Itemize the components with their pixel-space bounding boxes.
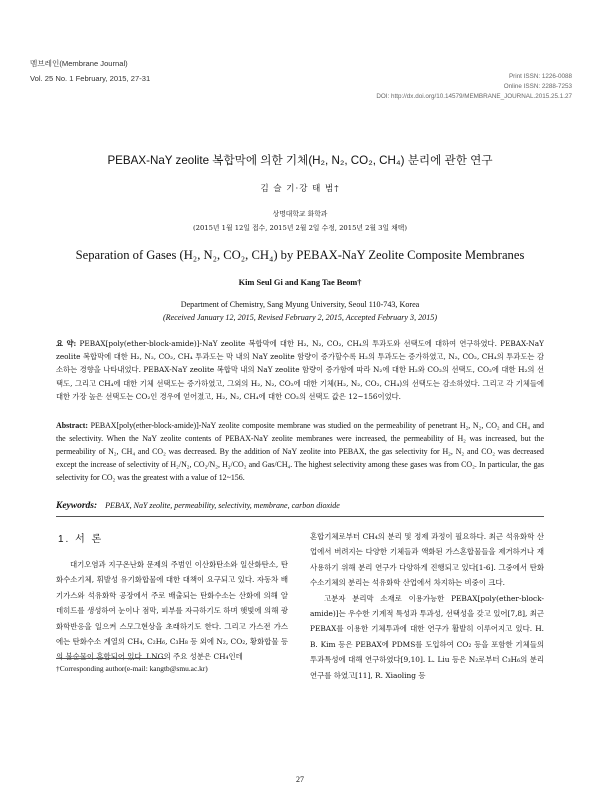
corresponding-author-footnote: †Corresponding author(e-mail: kangtb@smu.ac.kr)	[56, 664, 208, 673]
korean-authors: 김 슬 기·강 태 범†	[260, 184, 340, 194]
korean-abstract-text: PEBAX[poly(ether-block-amide)]-NaY zeolite 복합막에 대한 H₂, N₂, CO₂, CH₄의 투과도와 선택도에 대하여 연구하였다. PEBAX-NaY zeolite 복합막에 대한 H₂, N₂, CO₂, CH₄ 투과도는 막 내의 NaY zeolite 함량이 증가할수록 H₂의 투과도는 증가하였고, N₂, CO₂, CH₄의 투과도는 감소하는 경향을 나타내었다. PEBAX-NaY zeolite 복합막 내의 NaY zeolite 함량이 증가함에 따라 N₂에 대한 H₂와 CO₂의 선택도, CO₂에 대한 H₂의 선택도, 그리고 CH₄에 대한 기체 선택도는 증가하였고, 그외의 H₂, N₂, CO₂에 대한 기체(H₂, N₂, CO₂, CH₄)의 선택도는 감소하였다. 그리고 각 기체들에 대한 가장 높은 선택도는 CO₂인 경우에 얻어졌고, H₂, N₂, CH₄에 대한 CO₂의 선택도 값은 12~156이었다.	[56, 339, 544, 401]
english-affiliation: Department of Chemistry, Sang Myung University, Seoul 110-743, Korea	[180, 300, 420, 309]
footnote-rule	[56, 658, 166, 659]
keywords-label: Keywords:	[56, 501, 98, 511]
english-authors: Kim Seul Gi and Kang Tae Beom†	[238, 278, 362, 287]
keywords-text: PEBAX, NaY zeolite, permeability, selectivity, membrane, carbon dioxide	[105, 501, 340, 510]
online-issn: Online ISSN: 2288-7253	[503, 83, 572, 90]
intro-paragraph-3: 고분자 분리막 소재로 이용가능한 PEBAX[poly(ether-block-amide)]는 우수한 기계적 특성과 투과성, 선택성을 갖고 있어[7,8], 최근 PEBAX를 이용한 기체투과에 대한 연구가 활발히 이루어지고 있다. H. B. Kim 등은 PEBAX에 PDMS를 도입하여 CO₂ 등을 포함한 기체들의 투과특성에 대해 연구하였다[9,10]. L. Liu 등은 N₂로부터 C₃H₆의 분리연구를 하였고[11], R. Xiaoling 등	[310, 593, 544, 680]
english-abstract-text: PEBAX[poly(ether-block-amide)]-NaY zeolite composite membrane was studied on the permeability of penetrant H₂, N₂, CO₂ and CH₄ and the selectivity. When the NaY zeolite contents of PEBAX-NaY zeolite membranes were increased, the permeability of H₂ was increased, but the permeability of N₂, CH₄ and CO₂ was decreased. By the addition of NaY zeolite into PEBAX, the gas selectivity for H₂, N₂ and CO₂ was decreased except the increase of selectivity of H₂/N₂, CO₂/N₂, H₂/CO₂ and Gas/CH₄. The highest selectivity among these gases was from CO₂. In particular, the gas selectivity for CO₂ was the greatest with a value of 12~156.	[56, 421, 544, 482]
korean-abstract	[56, 337, 544, 403]
journal-volume: Vol. 25 No. 1 February, 2015, 27-31	[30, 74, 151, 83]
journal-name: 멤브레인(Membrane Journal)	[30, 59, 128, 68]
english-abstract	[56, 419, 544, 484]
english-title: Separation of Gases (H₂, N₂, CO₂, CH₄) by PEBAX-NaY Zeolite Composite Membranes	[75, 248, 525, 262]
section-title: 1. 서 론	[58, 534, 104, 545]
intro-paragraph-1: 대기오염과 지구온난화 문제의 주범인 이산화탄소와 일산화탄소, 탄화수소기체, 휘발성 유기화합물에 대한 대책이 요구되고 있다. 자동차 배기가스와 석유화학 공장에서 주로 배출되는 탄화수소는 산화에 의해 알데히드를 생성하여 눈이나 점막, 피부를 자극하기도 하며 햇빛에 의해 광화학반응을 일으켜 스모그현상을 초래하기도 한다. 그리고 가스전 가스에는 탄화수소 계열의 CH₄, C₂H₆, C₃H₈ 등 외에 N₂, CO₂, 황화합물 등의 불순물이 혼합되어 있다. LNG의 주요 성분은 CH₄인데	[56, 560, 288, 662]
keywords	[56, 501, 340, 511]
right-column	[310, 529, 544, 683]
intro-paragraph-2: 혼합기체로부터 CH₄의 분리 및 정제 과정이 필요하다. 최근 석유화학 산업에서 버려지는 다양한 기체들과 액화된 가스혼합물들을 제거하거나 재사용하기 위해 분리 연구가 다양하게 진행되고 있다[1-6]. 그중에서 탄화수소기체의 분리는 석유화학 산업에서 차지하는 비중이 크다.	[310, 532, 544, 588]
english-dates: (Received January 12, 2015, Revised February 2, 2015, Accepted February 3, 2015)	[162, 313, 438, 322]
print-issn: Print ISSN: 1226-0088	[508, 73, 572, 80]
korean-dates: (2015년 1월 12일 접수, 2015년 2월 2일 수정, 2015년 2월 3일 채택)	[192, 224, 408, 232]
journal-header	[30, 56, 150, 86]
korean-abstract-label: 요 약:	[56, 339, 77, 348]
page-number: 27	[296, 775, 304, 784]
korean-title: PEBAX-NaY zeolite 복합막에 의한 기체(H₂, N₂, CO₂, CH₄) 분리에 관한 연구	[107, 154, 493, 167]
english-abstract-label: Abstract:	[56, 421, 88, 430]
issn-block	[376, 72, 572, 102]
doi-link[interactable]: DOI: http://dx.doi.org/10.14579/MEMBRANE_JOURNAL.2015.25.1.27	[376, 93, 572, 100]
korean-affiliation: 상명대학교 화학과	[272, 210, 328, 218]
section-divider	[56, 516, 544, 517]
left-column	[56, 557, 288, 665]
